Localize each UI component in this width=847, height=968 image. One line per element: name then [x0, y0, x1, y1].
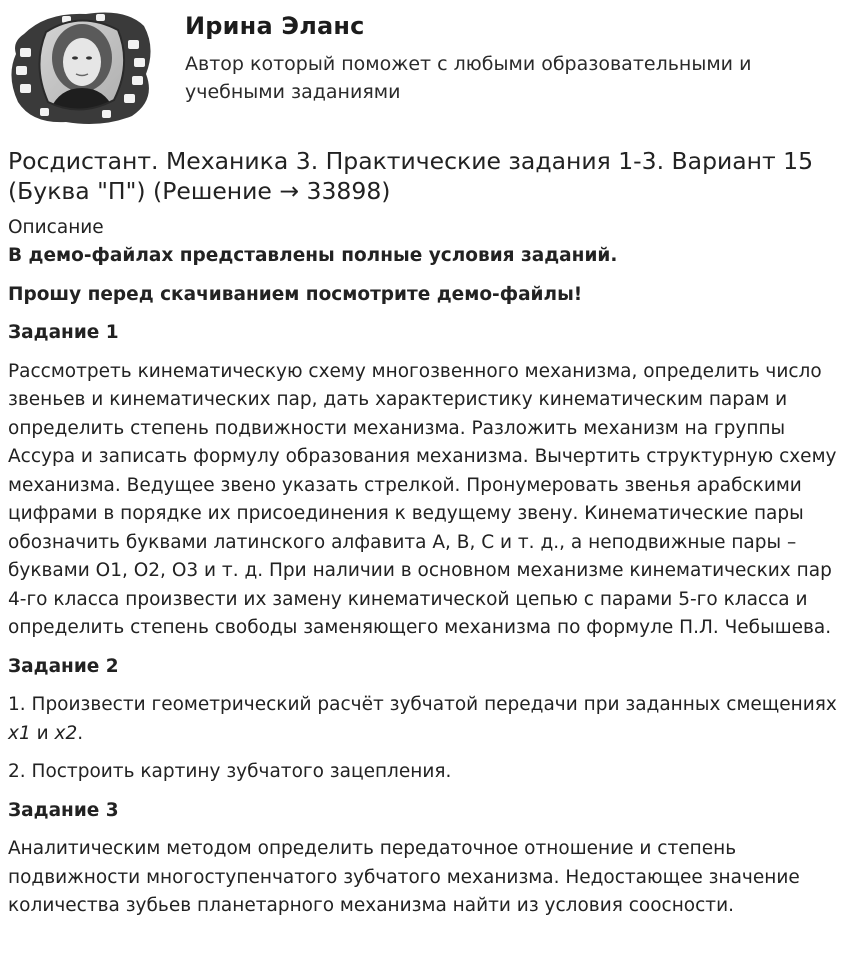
task-3-heading: Задание 3 [8, 799, 119, 821]
author-avatar[interactable] [6, 4, 154, 128]
author-header [0, 0, 847, 140]
task-2-item-1 [8, 691, 840, 748]
demo-notice: В демо-файлах представлены полные условия заданий. [8, 245, 618, 266]
task-3-text: Аналитическим методом определить передаточное отношение и степень подвижности многоступенчатого зубчатого механизма. Недостающее значение количества зубьев планетарного механизма найти из условия соосности. [8, 838, 800, 916]
task-2-item-1-prefix: 1. Произвести геометрический расчёт зубчатой передачи при заданных смещениях [8, 694, 837, 715]
task-2-heading: Задание 2 [8, 655, 119, 677]
task-2-item-2: 2. Построить картину зубчатого зацепления. [8, 761, 452, 782]
task-1-heading: Задание 1 [8, 322, 119, 343]
task-2-item-1-suffix: . [77, 722, 84, 744]
author-description: Автор который поможет с любыми образовательными и учебными заданиями [185, 53, 752, 103]
main-content [8, 146, 840, 921]
author-name[interactable]: Ирина Эланс [185, 12, 365, 40]
film-frame-avatar-image [6, 4, 154, 128]
description-label: Описание [8, 217, 104, 238]
task-1-text: Рассмотреть кинематическую схему многозвенного механизма, определить число звеньев и кинематических пар, дать характеристику кинематическим парам и определить степень подвижности механизма. Разложить механизм на группы Ассура и записать формулу образования механизма. Вычертить структурную схему механизма. Ведущее звено указать стрелкой. Пронумеровать звенья арабскими цифрами в порядке их присоединения к ведущему звену. Кинематические пары обозначить буквами латинского алфавита A, B, C и т. д., а неподвижные пары – буквами O1, O2, O3 и т. д. При наличии в основном механизме кинематических пар 4-го класса произвести их замену кинематической цепью с парами 5-го класса и определить степень свободы заменяющего механизма по формуле П.Л. Чебышева. [8, 360, 837, 638]
demo-warning: Прошу перед скачиванием посмотрите демо-файлы! [8, 283, 583, 305]
page-title: Росдистант. Механика 3. Практические задания 1-3. Вариант 15 (Буква "П") (Решение → 33898) [8, 147, 814, 205]
task-2-item-1-and: и [30, 722, 55, 744]
task-2-var-x1: x1 [8, 722, 31, 744]
task-2-var-x2: x2 [54, 722, 78, 744]
